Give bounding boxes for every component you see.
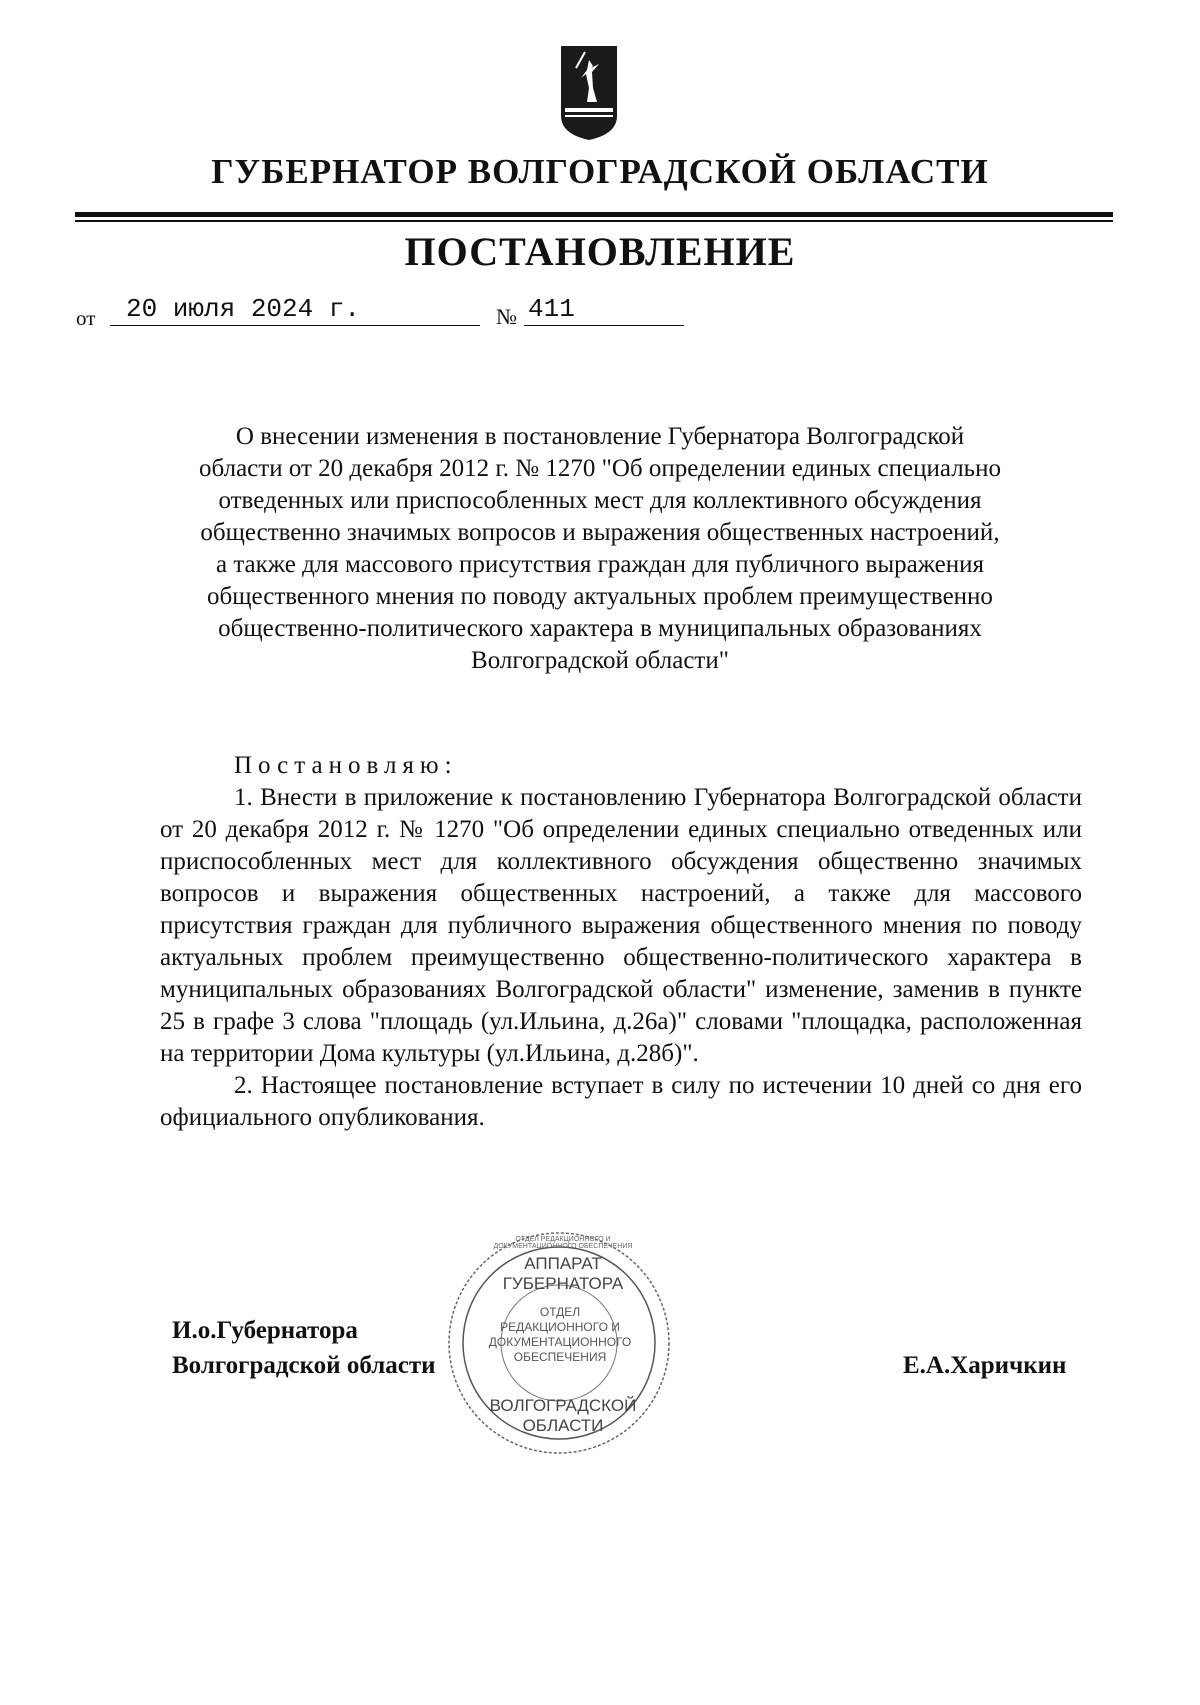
document-type: ПОСТАНОВЛЕНИЕ: [404, 229, 796, 274]
stamp-outer-text: ОТДЕЛ РЕДАКЦИОННОГО И ДОКУМЕНТАЦИОННОГО ОБЕСПЕЧЕНИЯ: [493, 1236, 633, 1250]
paragraph-1: 1. Внести в приложение к постановлению Губернатора Волгоградской области от 20 декабря 2012 г. № 1270 "Об определении единых специально отведенных или приспособленных мест для коллективного обсуждения общественно значимых вопросов и выражения общественных настроений, а также для массового присутствия граждан для публичного выражения общественного мнения по поводу актуальных проблем преимущественно общественно-политического характера в муниципальных образованиях Волгоградской области" изменение, заменив в пункте 25 в графе 3 слова "площадь (ул.Ильина, д.26а)" словами "площадка, расположенная на территории Дома культуры (ул.Ильина, д.28б)".: [160, 784, 1082, 1067]
stamp-center-text: [480, 1305, 640, 1365]
subject-line: Волгоградской области": [471, 647, 729, 674]
subject-line: области от 20 декабря 2012 г. № 1270 "Об определении единых специально: [199, 455, 1001, 482]
signatory-position: [172, 1313, 436, 1383]
signatory-position-line: Волгоградской области: [172, 1352, 436, 1379]
header-rule-thin: [75, 220, 1113, 222]
subject-line: отведенных или приспособленных мест для коллективного обсуждения: [218, 487, 982, 514]
number-label: №: [496, 304, 517, 329]
subject-line: О внесении изменения в постановление Губернатора Волгоградской: [235, 423, 965, 450]
document-subject: [140, 421, 1060, 677]
subject-line: общественно-политического характера в муниципальных образованиях: [218, 615, 982, 642]
stamp-center-line: ОБЕСПЕЧЕНИЯ: [513, 1350, 607, 1364]
signatory-name: Е.А.Харичкин: [903, 1352, 1067, 1379]
subject-line: а также для массового присутствия граждан для публичного выражения: [215, 551, 985, 578]
document-number: 411: [524, 292, 684, 326]
stamp-center-line: ОТДЕЛ: [539, 1305, 581, 1319]
paragraph-2: 2. Настоящее постановление вступает в силу по истечении 10 дней со дня его официального опубликования.: [160, 1072, 1082, 1131]
stamp-center-line: ДОКУМЕНТАЦИОННОГО: [488, 1335, 632, 1349]
stamp-center-line: РЕДАКЦИОННОГО И: [500, 1320, 620, 1334]
stamp-top-text: АППАРАТ ГУБЕРНАТОРА: [502, 1254, 624, 1293]
stamp-bottom-text: ВОЛГОГРАДСКОЙ ОБЛАСТИ: [489, 1396, 637, 1435]
issuing-authority: ГУБЕРНАТОР ВОЛГОГРАДСКОЙ ОБЛАСТИ: [211, 152, 989, 191]
date-label: от: [76, 306, 96, 330]
resolve-word: Постановляю:: [234, 752, 458, 779]
header-rule-thick: [75, 212, 1113, 217]
subject-line: общественно значимых вопросов и выражения общественных настроений,: [200, 519, 1000, 546]
document-date: 20 июля 2024 г.: [110, 292, 480, 326]
volgograd-coat-of-arms-icon: [559, 44, 619, 142]
signatory-position-line: И.о.Губернатора: [172, 1317, 358, 1344]
document-body: [160, 750, 1082, 1134]
subject-line: общественного мнения по поводу актуальных проблем преимущественно: [207, 583, 993, 610]
